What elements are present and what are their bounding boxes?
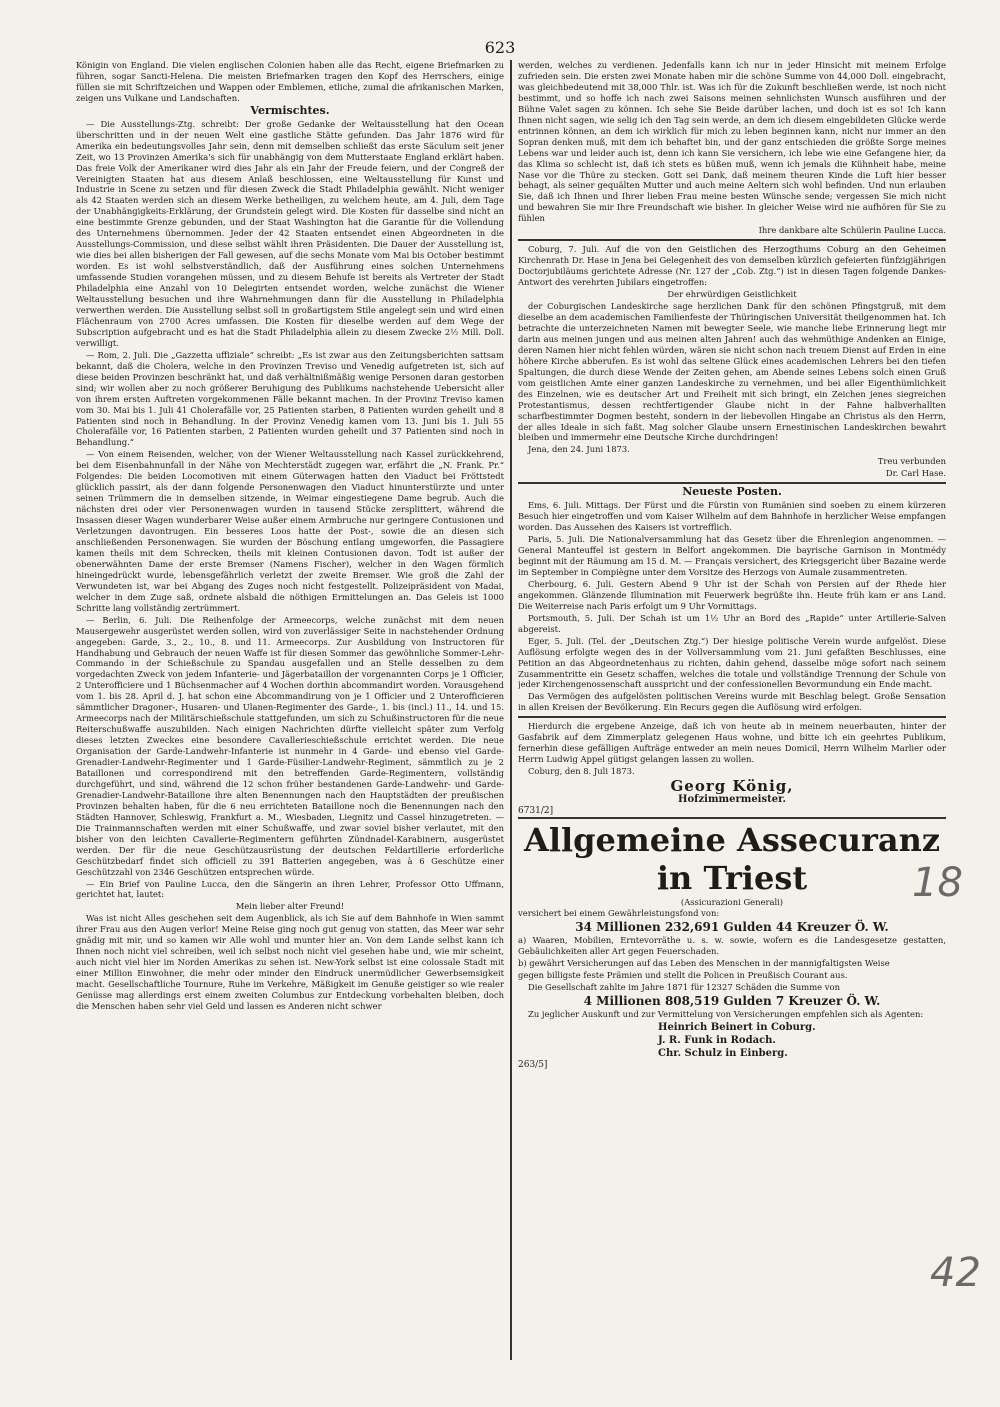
rule [518, 239, 946, 241]
agent-item: J. R. Funk in Rodach. [658, 1034, 776, 1046]
coburg-sign-2: Dr. Carl Hase. [885, 468, 946, 479]
article-berlin: — Berlin, 6. Juli. Die Reihenfolge der Armeecorps, welche zunächst mit dem neuen Mausergewehr ausgerüstet werden sollen, wird von zuverlässiger Seite in nachstehender Ordnung angegeben: Garde, 3., 2., 10., 8. und 11. Armeecorps. Zur Ausbildung von Instructoren für Handhabung und Gebrauch der neuen Waffe ist für diesen Sommer das gewöhnliche Sommer-Lehr-Commando in der Schießschule zu Spandau ausgefallen und an Stelle desselben zu dem vorgedachten Zweck von jedem Infanterie- und Jägerbataillon der vorgenannten Corps je 1 Officier, 2 Unterofficiere und 1 Büchsenmacher auf 4 Wochen dorthin abcommandirt worden. Vorausgehend vom 1. bis 28. April d. J. hat schon eine Abcommandirung von je 1 Officier und 2 Unterofficieren sämmtlicher Dragoner-, Husaren- und Ulanen-Regimenter des Garde-, 1. bis (incl.) 11., 14. und 15. Armeecorps nach der Militärschießschule stattgefunden, um sich zu Schußinstructoren für die neue Reiterschußwaffe auszubilden. Nach einigen Nachrichten dürfte vielleicht später zum Verfolg dieses letzten Zweckes eine besondere Cavallerieschießschule errichtet werden. Die neue Organisation der Garde-Landwehr-Infanterie ist nunmehr in 4 Garde- und ebenso viel Garde-Grenadier-Landwehr-Regimenter und 1 Garde-Füsilier-Landwehr-Regiment, sämmtlich zu je 2 Bataillonen und correspondirend mit den betreffenden Garde-Regimentern, vollständig durchgeführt, und sind, während die 12 schon früher bestandenen Garde-Landwehr- und Garde-Grenadier-Landwehr-Bataillone ihre alten Benennungen nach den Hauptstädten der preußischen Provinzen behalten haben, für die 6 neu errichteten Bataillone noch die Benennungen nach den Städten Hannover, Schleswig, Frankfurt a. M., Wiesbaden, Liegnitz und Cassel hinzugetreten. — Die Trainmannschaften werden mit einer Schußwaffe, und zwar soviel bisher verlautet, mit den bisher von den leichten Cavallerie-Regimentern geführten Zündnadel-Karabinern, ausgerüstet werden. Der für die neue Geschützausrüstung der deutschen Feldartillerie erforderliche Geschützbedarf findet sich officiell zu 391 Batterien angegeben, was à 6 Geschütze einer Geschützzahl von 2346 Geschützen entsprechen würde. [76, 614, 504, 877]
rule [518, 482, 946, 484]
article-rome: — Rom, 2. Juli. Die „Gazzetta uffiziale“ schreibt: „Es ist zwar aus den Zeitungsberichten sattsam bekannt, daß die Cholera, welche in den Provinzen Treviso und Venedig aufgetreten ist, sich auf diese beiden Provinzen beschränkt hat, und daß verhältnißmäßig wenige Personen daran gestorben sind; wir wollen aber zu noch größerer Beruhigung des Publikums nachstehende Uebersicht aller von ihrem ersten Auftreten vorgekommenen Fälle bekannt machen. In der Provinz Treviso kamen vom 30. Mai bis 1. Juli 41 Cholerafälle vor, 25 Patienten starben, 8 Patienten wurden geheilt und 8 Patienten sind noch in Behandlung. In der Provinz Venedig kamen vom 13. Juni bis 1. Juli 55 Cholerafälle vor, 16 Patienten starben, 2 Patienten wurden geheilt und 37 Patienten sind noch in Behandlung.“ [76, 349, 504, 448]
letter-lucca: Was ist nicht Alles geschehen seit dem Augenblick, als ich Sie auf dem Bahnhofe in Wien sammt ihrer Frau aus den Augen verlor! Meine Reise ging noch gut genug von statten, das Meer war sehr gnädig mit mir, und so kamen wir Alle wohl und munter hier an. Von dem Lande selbst kann ich Ihnen noch nicht viel schreiben, weil ich selbst noch nicht viel gesehen habe und, wie mir scheint, auch nicht viel hier im Norden Amerikas zu sehen ist. New-York selbst ist eine colossale Stadt mit einer Million Einwohner, die mehr oder minder den Eindruck unermüdlicher Gewerbsemsigkeit macht. Gesellschaftliche Tournure, Ruhe im Verkehre, Mäßigkeit im Genuße geistiger so wie realer Genüsse mag allerdings erst einem zweiten Columbus zur Entdeckung vorbehalten bleiben, doch die Menschen haben sehr viel Geld und lassen es Anderen nicht schwer [76, 913, 504, 1012]
ad-koenig-title: Hofzimmermeister. [678, 794, 786, 806]
handwritten-number-1: 18 [912, 860, 963, 906]
ad-assecuranz-subtitle: (Assicurazioni Generali) [680, 897, 784, 907]
right-column [518, 60, 946, 1360]
column-divider [510, 60, 512, 1360]
article-coburg: Coburg, 7. Juli. Auf die von den Geistlichen des Herzogthums Coburg an den Geheimen Kirchenrath Dr. Hase in Jena bei Gelegenheit des von demselben kürzlich gefeierten fünfzigjährigen Doctorjubiläums gerichtete Adresse (Nr. 127 der „Cob. Ztg.“) ist in diesen Tagen folgende Dankes-Antwort des verehrten Jubilars eingetroffen: [518, 244, 946, 288]
article-railway-accident: — Von einem Reisenden, welcher, von der Wiener Weltausstellung nach Kassel zurückkehrend, bei dem Eisenbahnunfall in der Nähe von Mechterstädt zugegen war, erfährt die „N. Frank. Pr.“ Folgendes: Die beiden Locomotiven mit einem Güterwagen hatten den Viaduct bei Fröttstedt glücklich passirt, als der dann folgende Personenwagen den Viaduct hinunterstürzte und unter seinen Trümmern die in demselben sitzende, in Weimar eingestiegene Dame begrub. Auch die nächsten drei oder vier Personenwagen wurden in tausend Stücke zersplittert, während die Insassen dieser Wagen wunderbarer Weise außer einem Armbruche nur geringere Contusionen und Verletzungen davontrugen. Ein besseres Loos hatte der Post-, sowie die an diesen sich anschließenden Personenwagen. Sie wurden der Böschung entlang umgeworfen, die Passagiere kamen theils mit dem Schrecken, theils mit kleinen Contusionen davon. Todt ist außer der obenerwähnten Dame der erste Bremser (Namens Fischer), welcher in den Wagen förmlich hineingedrückt wurde, lebensgefährlich verletzt der zweite Bremser. Wie groß die Zahl der Verwundeten ist, war bei Abgang des Zuges noch nicht festgestellt. Polizeipräsident von Madai, welcher in dem Zuge saß, ordnete alsbald die nöthigen Ermittelungen an. Das Geleis ist 1000 Schritte lang vollständig zertrümmert. [76, 449, 504, 613]
ad-assecuranz-c: gegen billigste feste Prämien und stellt die Policen in Preußisch Courant aus. [518, 969, 848, 980]
ad-assecuranz-sum1: 34 Millionen 232,691 Gulden 44 Kreuzer Ö. W. [575, 919, 889, 934]
ad-ref-2: 263/5] [518, 1059, 548, 1070]
ad-assecuranz-line1: versichert bei einem Gewährleistungsfond von: [518, 907, 720, 918]
coburg-letter: der Coburgischen Landeskirche sage herzlichen Dank für den schönen Pfingstgruß, mit dem dieselbe an dem academischen Familienfeste der Thüringischen Universität theilgenommen hat. Ich betrachte die unterzeichneten Namen mit bewegter Seele, wie manche liebe Erinnerung liegt mir darin aus meinen jungen und aus meinen alten Jahren! auch das wehmüthige Andenken an Einige, deren Namen hier nicht fehlen würden, wären sie nicht schon nach treuem Dienst auf Erden in eine höhere Kirche abberufen. Es ist wohl das seltene Glück eines academischen Lehrers bei den tiefen Spaltungen, die durch diese Wende der Zeiten gehen, am Abende seines Lebens solch einen Gruß vom geistlichen Amte einer ganzen Landeskirche zu vernehmen, und bei aller Eigenthümlichkeit des Einzelnen, wie es deutscher Art und Freiheit mit sich bringt, ein Zeichen jenes siegreichen Protestantismus, dessen rechtfertigender Glaube nicht in der Fahne halbverhallten scharfbestimmter Dogmen besteht, sondern in der liebevollen Hingabe an Christus als den Herrn, der alles Ideale in sich faßt. Mag solcher Glaube unsern Ernestinischen Landeskirchen bewahrt bleiben und immermehr eine Deutsche Kirche durchdringen! [518, 301, 946, 443]
ad-koenig-text: Hierdurch die ergebene Anzeige, daß ich von heute ab in meinem neuerbauten, hinter der Gasfabrik auf dem Zimmerplatz gelegenen Haus wohne, und bitte ich ein geehrtes Publikum, fernerhin diese gefälligen Aufträge entweder an mein neues Domicil, Herrn Wilhelm Marlier oder Herrn Ludwig Appel gütigst gelangen lassen zu wollen. [518, 721, 946, 765]
ad-assecuranz-sum2: 4 Millionen 808,519 Gulden 7 Kreuzer Ö. W. [583, 993, 881, 1008]
article-exhibition: — Die Ausstellungs-Ztg. schreibt: Der große Gedanke der Weltausstellung hat den Ocean überschritten und in der neuen Welt eine gastliche Stätte gefunden. Das Jahr 1876 wird für Amerika ein bedeutungsvolles Jahr sein, denn mit demselben schließt das erste Säculum seit jener Zeit, wo 13 Provinzen Amerika's sich für unabhängig von dem Mutterstaate England erklärt haben. Das freie Volk der Amerikaner wird dies Jahr als ein Jahr der Freude feiern, und der Congreß der Vereinigten Staaten hat aus diesem Anlaß beschlossen, eine Weltausstellung für Kunst und Industrie in Scene zu setzen und für diesen Zweck die Stadt Philadelphia gewählt. Nicht weniger als 42 Staaten werden sich an diesem Werke betheiligen, zu welchem heute, am 4. Juli, dem Tage der Unabhängigkeits-Erklärung, der Grundstein gelegt wird. Die Kosten für dasselbe sind nicht an eine bestimmte Grenze gebunden, und der Staat Washington hat die Garantie für die Vollendung des Unternehmens übernommen. Jeder der 42 Staaten entsendet einen Abgeordneten in die Ausstellungs-Commission, und diese selbst wählt ihren Präsidenten. Die Dauer der Ausstellung ist, wie dies bei allen bisherigen der Fall gewesen, auf die sechs Monate vom Mai bis October bestimmt worden. Es ist wohl selbstverständlich, daß der Ausführung eines solchen Unternehmens umfassende Studien vorangehen müssen, und zu diesem Behufe ist bereits als Vertreter der Stadt Philadelphia eine Anzahl von 10 Delegirten entsendet worden, welche zunächst die Wiener Weltausstellung besuchen und ihre Wahrnehmungen dann für die Ausstellung in Philadelphia verwerthen werden. Die Ausstellung selbst soll in großartigstem Stile angelegt sein und wird einen Flächenraum von 2700 Acres umfassen. Die Kosten für dieselbe werden auf dem Wege der Subscription aufgebracht und es hat die Stadt Philadelphia allein zu diesem Zwecke 2½ Mill. Doll. verwilligt. [76, 118, 504, 348]
letter-lucca-signature: Ihre dankbare alte Schülerin Pauline Lucca. [758, 225, 946, 236]
section-heading-vermischtes: Vermischtes. [250, 103, 330, 117]
coburg-place-date: Jena, den 24. Juni 1873. [528, 444, 630, 455]
news-eger-2: Das Vermögen des aufgelösten politischen Vereins wurde mit Beschlag belegt. Große Sensation in allen Kreisen der Bevölkerung. Ein Recurs gegen die Auflösung wird erfolgen. [518, 691, 946, 713]
handwritten-number-2: 42 [930, 1250, 981, 1296]
ad-assecuranz-heading: Allgemeine Assecuranz in Triest [518, 817, 946, 897]
article-stamps: Königin von England. Die vielen englischen Colonien haben alle das Recht, eigene Briefmarken zu führen, sogar Sancti-Helena. Die meisten Briefmarken tragen den Kopf des Herrschers, einige füllen sie mit Schriftzeichen und Wappen oder Emblemen, etliche, zumal die afrikanischen Marken, zeigen uns Vulkane und Landschaften. [76, 60, 504, 103]
news-cherbourg: Cherbourg, 6. Juli. Gestern Abend 9 Uhr ist der Schah von Persien auf der Rhede hier angekommen. Glänzende Illumination mit Feuerwerk begrüßte ihn. Heute früh kam er ans Land. Die Weiterreise nach Paris erfolgt um 9 Uhr Vormittags. [518, 578, 946, 611]
agent-item: Heinrich Beinert in Coburg. [658, 1021, 816, 1033]
coburg-salutation: Der ehrwürdigen Geistlichkeit [667, 289, 797, 300]
article-lucca-intro: — Ein Brief von Pauline Lucca, den die Sängerin an ihren Lehrer, Professor Otto Uffmann, gerichtet hat, lautet: [76, 878, 504, 900]
ad-koenig-name: Georg König, [670, 777, 794, 796]
agent-list [518, 1021, 946, 1060]
page-number: 623 [484, 38, 516, 57]
left-column [76, 60, 504, 1360]
news-paris: Paris, 5. Juli. Die Nationalversammlung hat das Gesetz über die Ehrenlegion angenommen. — General Manteuffel ist gestern in Belfort angekommen. Die bayrische Garnison in Montmédy beginnt mit der Räumung am 15 d. M. — Français versichert, des Kriegsgericht über Bazaine werde im September in Compiègne unter dem Vorsitze des Herzogs von Aumale zusammentreten. [518, 534, 946, 577]
rule [518, 716, 946, 718]
agent-item: Chr. Schulz in Einberg. [658, 1047, 788, 1059]
coburg-sign-1: Treu verbunden [877, 456, 946, 467]
letter-salutation: Mein lieber alter Freund! [235, 901, 345, 912]
columns [76, 60, 952, 1360]
ad-assecuranz-e: Zu jeglicher Auskunft und zur Vermittelung von Versicherungen empfehlen sich als Agenten: [528, 1008, 924, 1019]
ad-assecuranz-a: a) Waaren, Mobilien, Erntevorräthe u. s. w. sowie, wofern es die Landesgesetze gestatten, Gebäulichkeiten aller Art gegen Feuerschaden. [518, 934, 946, 956]
news-eger: Eger, 5. Juli. (Tel. der „Deutschen Ztg.“) Der hiesige politische Verein wurde aufgelöst. Diese Auflösung erfolgte wegen des in der Vollversammlung vom 21. Juni gefaßten Beschlusses, eine Petition an das Abgeordnetenhaus zu richten, dahin gehend, dasselbe möge sofort nach seinem Zusammentritte ein Gesetz schaffen, welches die totale und vollständige Trennung der Schule von jeder Kirchengenossenschaft ausspricht und der confessionellen Bevormundung ein Ende macht. [518, 635, 946, 690]
news-heading: Neueste Posten. [682, 485, 782, 499]
ad-assecuranz-b: b) gewährt Versicherungen auf das Leben des Menschen in der mannigfaltigsten Weise [518, 957, 890, 968]
news-portsmouth: Portsmouth, 5. Juli. Der Schah ist um 1½ Uhr an Bord des „Rapide“ unter Artillerie-Salven abgereist. [518, 612, 946, 634]
news-ems: Ems, 6. Juli. Mittags. Der Fürst und die Fürstin von Rumänien sind soeben zu einem kürzeren Besuch hier eingetroffen und vom Kaiser Wilhelm auf dem Bahnhofe in herzlicher Weise empfangen worden. Das Aussehen des Kaisers ist vortrefflich. [518, 500, 946, 533]
ad-koenig-date: Coburg, den 8. Juli 1873. [528, 766, 635, 777]
letter-lucca-continued: werden, welches zu verdienen. Jedenfalls kann ich nur in jeder Hinsicht mit meinem Erfolge zufrieden sein. Die ersten zwei Monate haben mir die schöne Summe von 44,000 Doll. eingebracht, was gleichbedeutend mit 38,000 Thlr. ist. Was ich für die Zukunft beschließen werde, ist noch nicht bestimmt, und so hoffe ich nach zwei Saisons meinen sehnlichsten Wunsch ausführen und der Bühne Valet sagen zu können. Ich sehe Sie Beide darüber lachen, und doch ist es so! Ich kann Ihnen nicht sagen, wie selig ich den Tag sein werde, an dem ich diesem eingebildeten Glücke werde entrinnen können, an dem ich wirklich für mich zu leben beginnen kann, nicht nur immer an den Sopran denken muß, mit dem ich behaftet bin, und der ganz entschieden die größte Sorge meines Lebens war und leider auch ist, denn ich kann Sie versichern, ich lebe wie eine Gefangene hier, da das Klima so schlecht ist, daß ich stets es büßen muß, wenn ich jemals die Kühnheit habe, meine Nase vor die Thüre zu stecken. Gott sei Dank, daß meinem theuren Kinde die Luft hier besser behagt, als seiner gequälten Mutter und auch meine Aeltern sich wohl befinden. Und nun erlauben Sie, daß ich Ihnen und Ihrer lieben Frau meine besten Wünsche sende; vergessen Sie mich nicht und bewahren Sie mir Ihre Freundschaft wie bisher. In gleicher Weise wird nie aufhören für Sie zu fühlen [518, 60, 946, 224]
ad-ref-1: 6731/2] [518, 806, 554, 817]
ad-assecuranz-d: Die Gesellschaft zahlte im Jahre 1871 für 12327 Schäden die Summe von [528, 981, 840, 992]
